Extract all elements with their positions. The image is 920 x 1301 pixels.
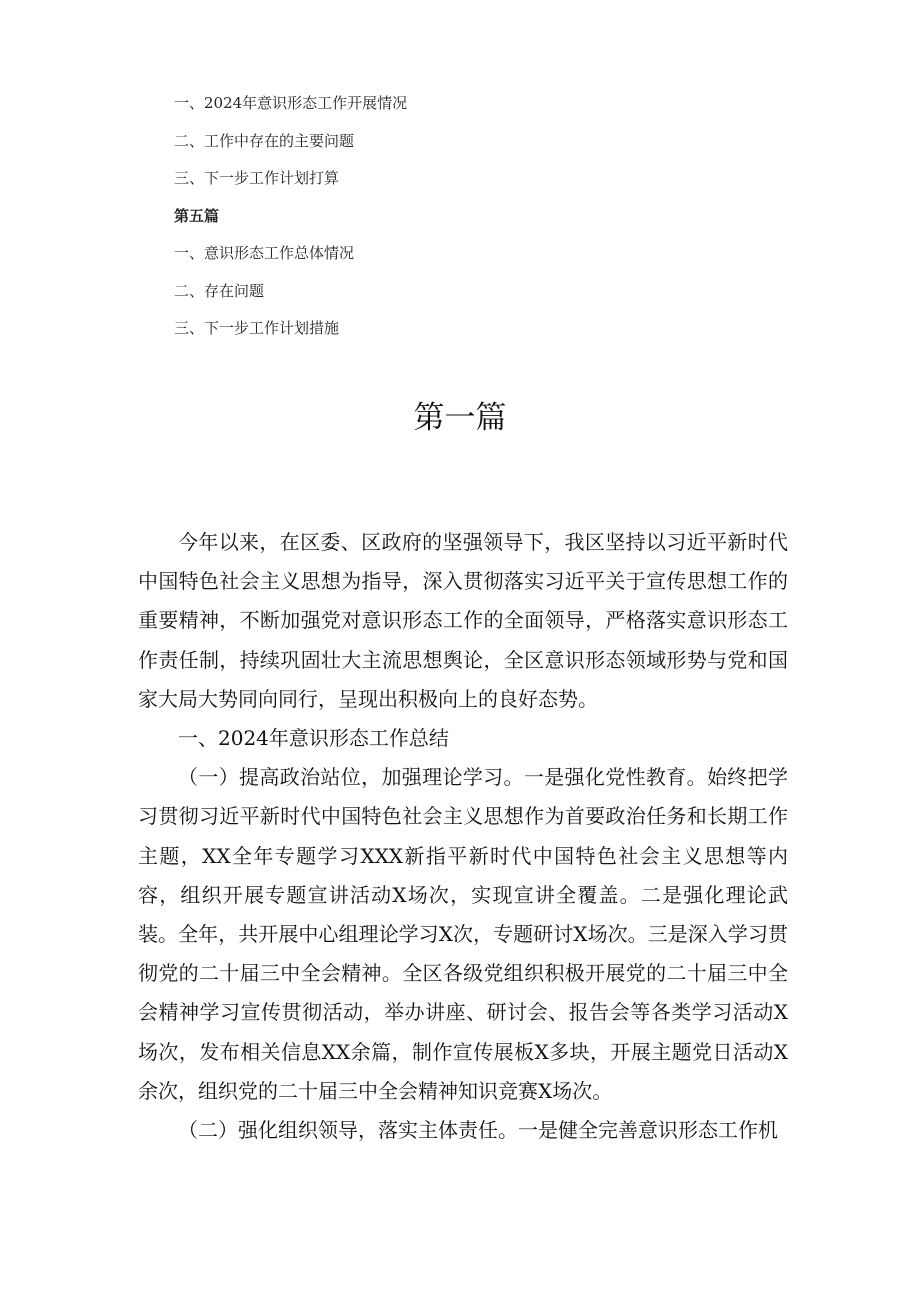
toc-item[interactable]: 二、工作中存在的主要问题 [174, 131, 355, 150]
body-text [138, 523, 788, 1150]
toc-item[interactable]: 三、下一步工作计划措施 [174, 319, 340, 337]
toc-item[interactable]: 三、下一步工作计划打算 [174, 169, 340, 187]
toc-item[interactable]: 二、存在问题 [174, 281, 265, 300]
section-title: 第一篇 [413, 400, 507, 436]
paragraph: （二）强化组织领导，落实主体责任。一是健全完善意识形态工作机 [178, 1118, 778, 1143]
subheading: 一、2024年意识形态工作总结 [178, 726, 449, 751]
table-of-contents [174, 94, 774, 357]
toc-item[interactable]: 一、意识形态工作总体情况 [174, 244, 355, 262]
paragraph: （一）提高政治站位，加强理论学习。一是强化党性教育。始终把学习贯彻习近平新时代中国特色社会主义思想作为首要政治任务和长期工作主题，XX全年专题学习XXX新指平新时代中国特色社会主义思想等内容，组织开展专题宣讲活动X场次，实现宣讲全覆盖。二是强化理论武装。全年，共开展中心组理论学习X次，专题研讨X场次。三是深入学习贯彻党的二十届三中全会精神。全区各级党组织积极开展党的二十届三中全会精神学习宣传贯彻活动，举办讲座、研讨会、报告会等各类学习活动X场次，发布相关信息XX余篇，制作宣传展板X多块，开展主题党日活动X余次，组织党的二十届三中全会精神知识竞赛X场次。 [138, 765, 788, 1103]
toc-section-heading[interactable]: 第五篇 [174, 206, 220, 225]
toc-item[interactable]: 一、2024年意识形态工作开展情况 [174, 94, 408, 112]
intro-paragraph: 今年以来，在区委、区政府的坚强领导下，我区坚持以习近平新时代中国特色社会主义思想为指导，深入贯彻落实习近平关于宣传思想工作的重要精神，不断加强党对意识形态工作的全面领导，严格落实意识形态工作责任制，持续巩固壮大主流思想舆论，全区意识形态领域形势与党和国家大局大势同向同行，呈现出积极向上的良好态势。 [138, 530, 788, 711]
